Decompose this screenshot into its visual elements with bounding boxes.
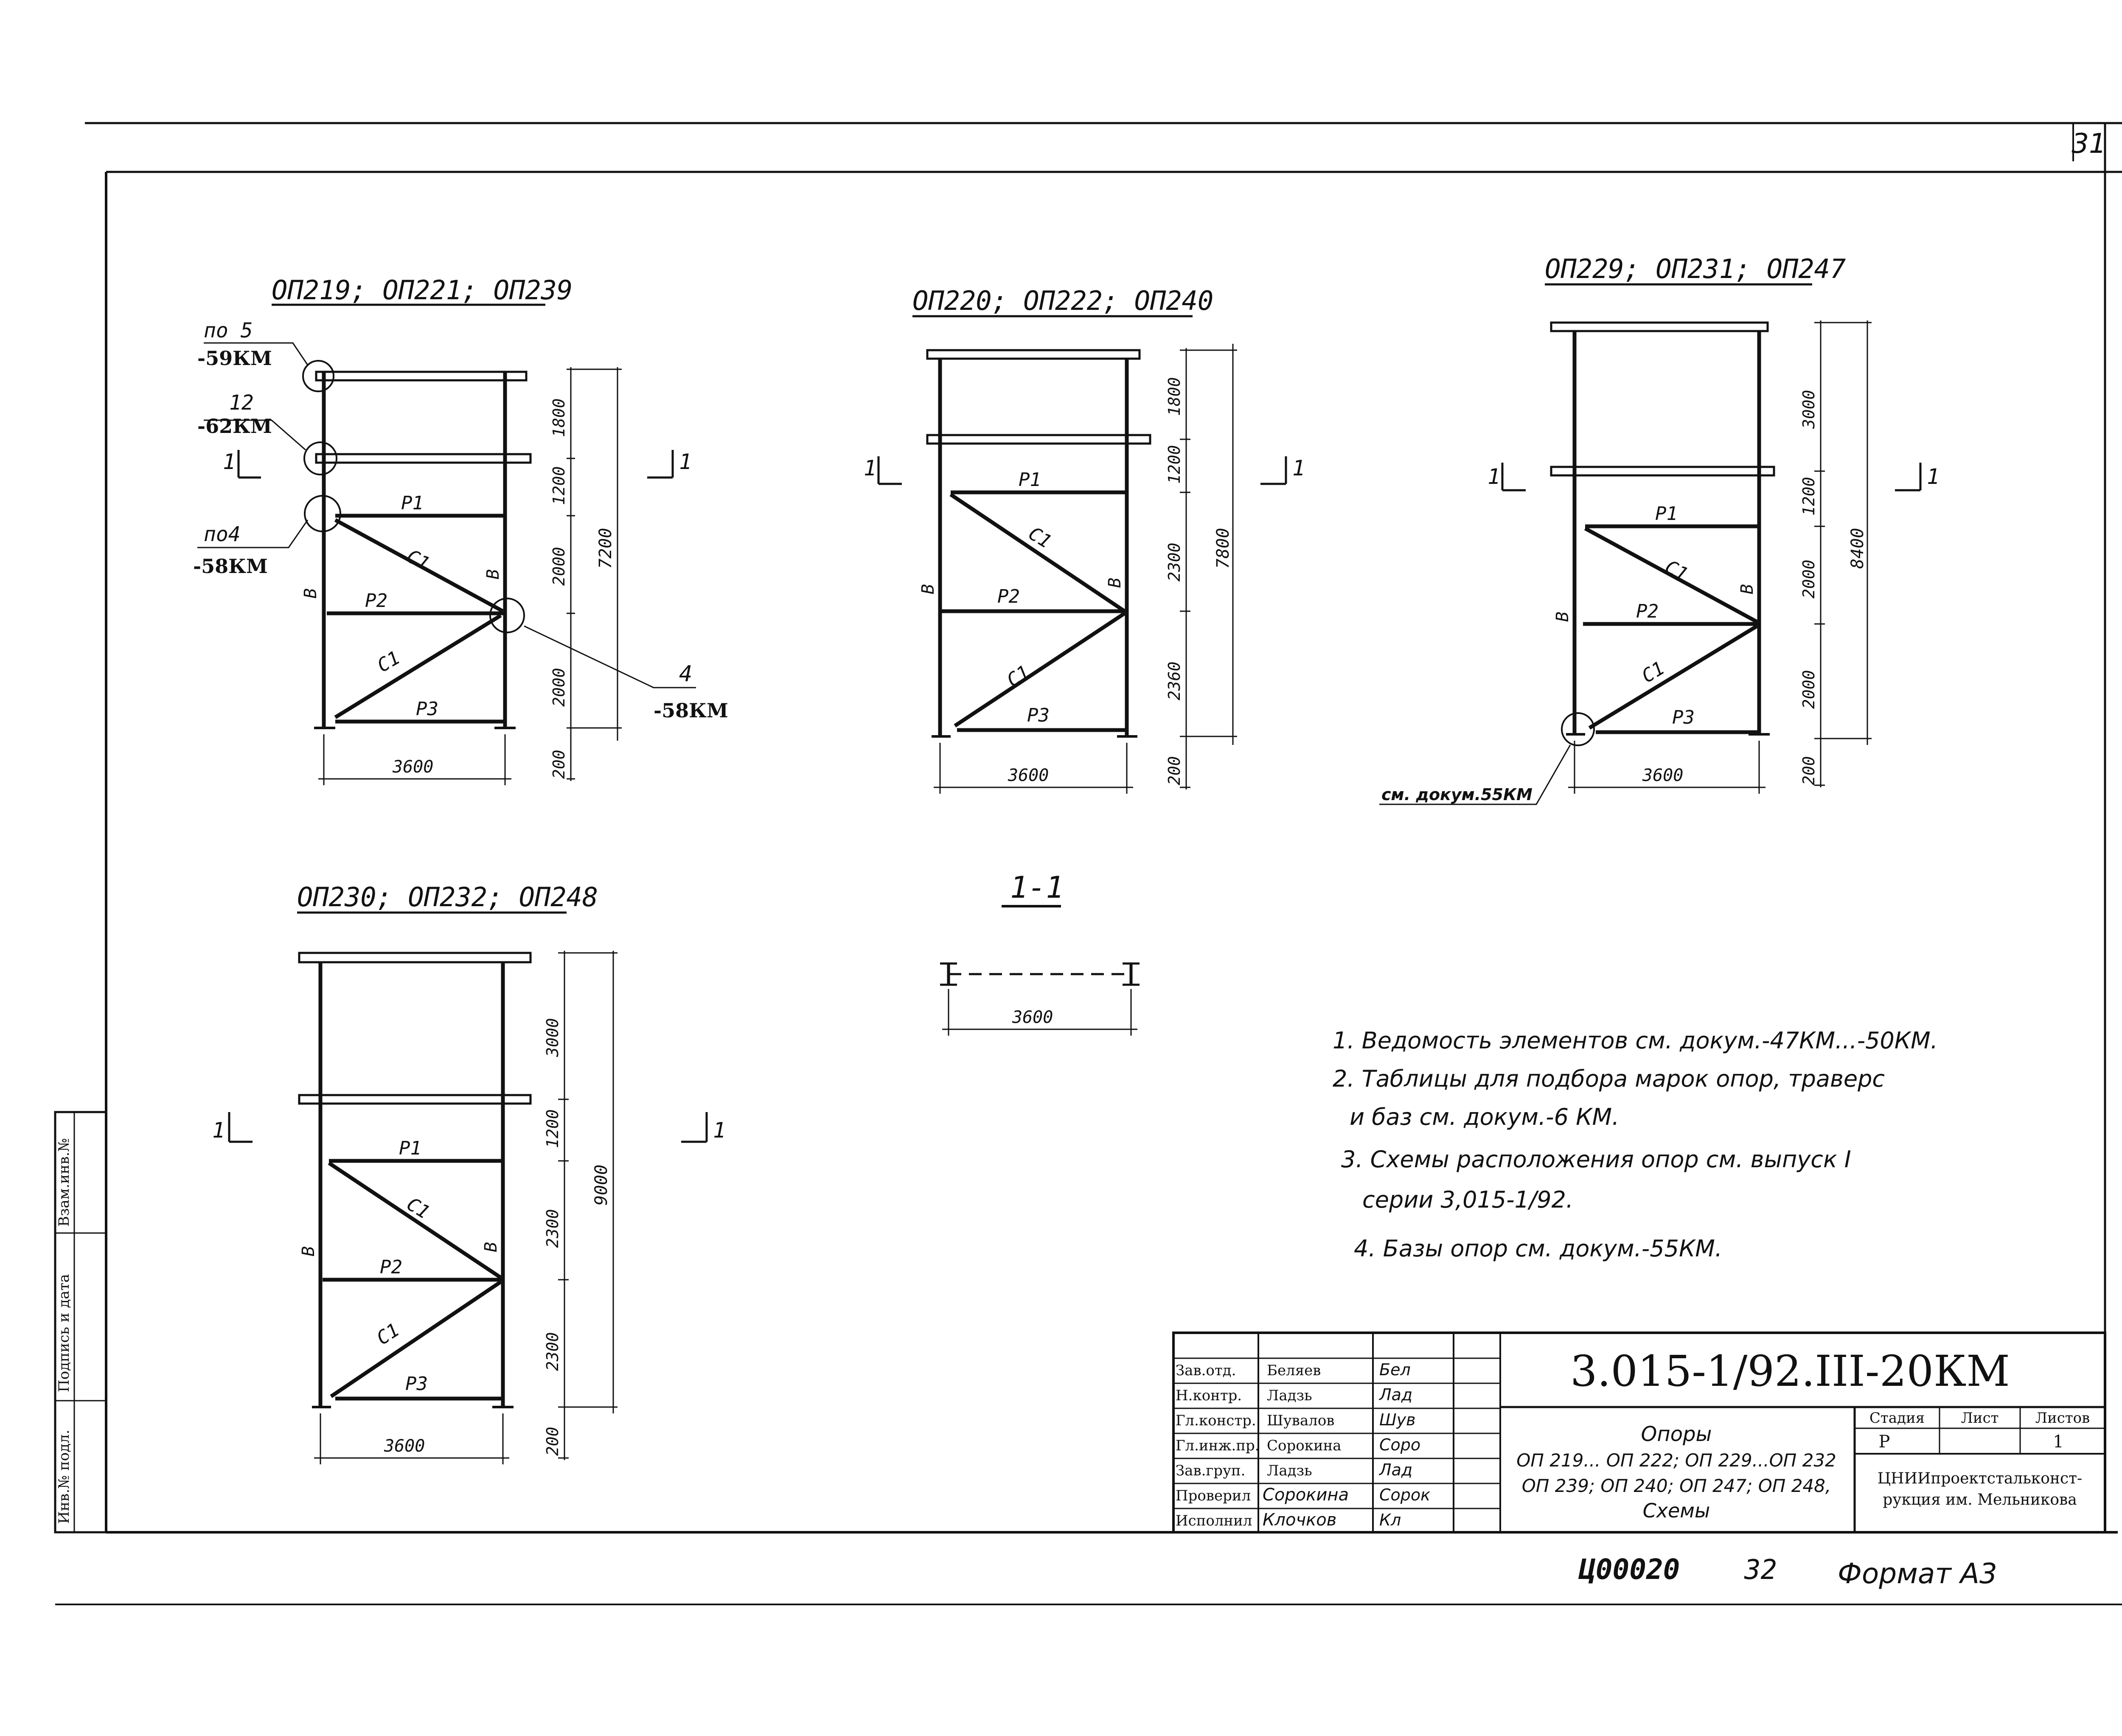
dim-total: 7800 <box>1213 528 1233 569</box>
note-2: 2. Таблицы для подбора марок опор, траверс <box>1333 1065 1885 1092</box>
callout-ref: по 5 <box>204 319 253 343</box>
dim-5: 200 <box>1165 756 1184 785</box>
copy-number: 32 <box>1744 1554 1777 1586</box>
dim-width: 3600 <box>393 757 434 777</box>
signature-mark: Шув <box>1379 1410 1416 1429</box>
dim-1: 1800 <box>550 398 568 437</box>
signature-row <box>1176 1360 1411 1379</box>
callout-ref: по4 <box>204 522 241 546</box>
label-p1: Р1 <box>399 1138 421 1159</box>
diagram-op230 <box>212 882 726 1464</box>
label-post: В <box>481 1242 501 1252</box>
diagram-op229 <box>1379 253 1940 804</box>
signature-name: Ладзь <box>1267 1387 1312 1404</box>
dim-4: 2000 <box>550 668 568 707</box>
signature-role: Проверил <box>1176 1487 1251 1504</box>
label-c1: С1 <box>1003 661 1034 692</box>
sheets-header: Листов <box>2035 1410 2090 1427</box>
label-post: В <box>483 569 503 579</box>
signature-role: Н.контр. <box>1176 1387 1242 1404</box>
dim-4: 2000 <box>1799 670 1818 709</box>
signature-role: Зав.груп. <box>1176 1462 1246 1479</box>
section-mark-left: 1 <box>864 456 877 480</box>
traverse-middle <box>316 454 530 463</box>
note-3: 3. Схемы расположения опор см. выпуск I <box>1341 1146 1851 1173</box>
signature-role: Гл.инж.пр. <box>1176 1437 1260 1454</box>
section-mark-right: 1 <box>679 449 692 474</box>
callout-ref: 4 <box>679 661 693 687</box>
diagram-op219 <box>193 275 728 785</box>
label-c1: С1 <box>1025 522 1055 553</box>
label-c1: С1 <box>403 545 433 575</box>
dim-width: 3600 <box>384 1436 425 1456</box>
label-c1: С1 <box>373 1319 404 1350</box>
diagram-title: ОП229; ОП231; ОП247 <box>1545 253 1846 284</box>
note-3-cont: серии 3,015-1/92. <box>1362 1186 1574 1213</box>
signature-mark: Лад <box>1379 1385 1413 1404</box>
label-p3: Р3 <box>1672 707 1695 728</box>
signature-row <box>1176 1385 1412 1404</box>
dim-2: 1200 <box>1165 445 1184 484</box>
label-post: В <box>1553 611 1572 622</box>
signature-mark: Бел <box>1379 1360 1411 1379</box>
section-mark-left: 1 <box>223 449 236 474</box>
dim-5: 200 <box>543 1427 562 1456</box>
sheet-header: Лист <box>1961 1410 1999 1427</box>
inventory-number: Ц00020 <box>1579 1553 1680 1586</box>
callout-doc: -58КМ <box>654 699 728 722</box>
dim-2: 1200 <box>550 466 568 505</box>
signature-name: Шувалов <box>1267 1412 1335 1429</box>
dim-width: 3600 <box>1008 766 1049 785</box>
label-p3: Р3 <box>1027 705 1050 726</box>
traverse-top <box>316 372 526 380</box>
dim-5: 200 <box>550 750 568 779</box>
title-code: 3.015-1/92.III-20КМ <box>1570 1346 2010 1396</box>
organization-line1: ЦНИИпроектстальконст- <box>1877 1470 2083 1487</box>
dim-4: 2360 <box>1165 661 1184 700</box>
brace-upper <box>951 494 1125 611</box>
signature-row <box>1176 1461 1412 1479</box>
side-stamp-signature: Подпись и дата <box>56 1274 73 1392</box>
signature-mark: Соро <box>1379 1435 1421 1454</box>
diagram-title: ОП230; ОП232; ОП248 <box>297 882 598 913</box>
label-p1: Р1 <box>1655 503 1678 525</box>
label-p2: Р2 <box>380 1256 402 1278</box>
signature-role: Гл.констр. <box>1176 1412 1256 1429</box>
callout-text: см. докум.55КМ <box>1381 785 1533 804</box>
note-1: 1. Ведомость элементов см. докум.-47КМ...-50КМ. <box>1333 1027 1938 1054</box>
callout-doc: -62КМ <box>197 415 272 438</box>
label-p1: Р1 <box>1019 469 1041 491</box>
diagram-op220 <box>864 285 1305 794</box>
label-c1: С1 <box>1661 556 1692 586</box>
dim-1: 1800 <box>1165 377 1184 416</box>
note-4: 4. Базы опор см. докум.-55КМ. <box>1354 1235 1723 1262</box>
signature-row <box>1176 1435 1420 1454</box>
traverse-middle <box>299 1095 530 1104</box>
callout-doc: -58КМ <box>193 555 268 578</box>
section-mark-right: 1 <box>1927 464 1940 489</box>
label-p2: Р2 <box>1636 601 1659 622</box>
dim-1: 3000 <box>543 1018 562 1057</box>
diagram-title: ОП220; ОП222; ОП240 <box>912 285 1214 316</box>
traverse-middle <box>1551 467 1774 475</box>
side-stamp-replaced: Взам.инв.№ <box>56 1138 73 1227</box>
label-post: В <box>918 584 938 594</box>
signature-row <box>1176 1410 1416 1429</box>
section-mark-left: 1 <box>1488 464 1501 489</box>
label-p3: Р3 <box>405 1373 428 1395</box>
signature-name: Ладзь <box>1267 1462 1312 1479</box>
diagram-title: ОП219; ОП221; ОП239 <box>272 275 573 306</box>
section-mark-right: 1 <box>713 1118 726 1143</box>
callout-circle <box>1562 713 1594 745</box>
label-post: В <box>301 588 320 598</box>
page-number: 31 <box>2071 128 2106 160</box>
signature-mark: Сорок <box>1379 1486 1431 1504</box>
signature-name: Беляев <box>1267 1362 1321 1379</box>
traverse-top <box>1551 323 1768 331</box>
side-stamp <box>55 1112 106 1532</box>
description-line3: Схемы <box>1642 1499 1710 1522</box>
label-p2: Р2 <box>365 590 387 612</box>
dim-2: 1200 <box>543 1109 562 1148</box>
section-mark-left: 1 <box>212 1118 225 1143</box>
signature-role: Зав.отд. <box>1176 1362 1236 1379</box>
signature-mark: Кл <box>1379 1511 1401 1529</box>
dim-1: 3000 <box>1799 390 1818 429</box>
callout-doc: -59КМ <box>197 347 272 370</box>
label-p1: Р1 <box>401 492 424 514</box>
dim-3: 2000 <box>1799 559 1818 598</box>
label-post: В <box>1105 577 1125 588</box>
dim-4: 2300 <box>543 1332 562 1371</box>
dim-total: 7200 <box>596 528 615 569</box>
label-p3: Р3 <box>416 698 438 720</box>
traverse-middle <box>927 435 1150 444</box>
description-line1: ОП 219... ОП 222; ОП 229...ОП 232 <box>1516 1450 1836 1471</box>
traverse-top <box>927 350 1140 359</box>
label-post: В <box>299 1246 318 1256</box>
note-2-cont: и баз см. докум.-6 КМ. <box>1350 1104 1620 1130</box>
dim-3: 2300 <box>1165 542 1184 581</box>
description-title: Опоры <box>1641 1422 1712 1446</box>
brace-upper <box>329 1163 501 1278</box>
format-label: Формат А3 <box>1838 1557 1997 1590</box>
description-line2: ОП 239; ОП 240; ОП 247; ОП 248, <box>1521 1475 1831 1496</box>
label-c1: С1 <box>1638 657 1669 688</box>
signature-name: Сорокина <box>1263 1485 1349 1505</box>
callout-circle <box>304 442 337 475</box>
signature-name: Клочков <box>1263 1510 1337 1530</box>
dim-5: 200 <box>1799 756 1818 785</box>
signature-row <box>1176 1510 1401 1530</box>
dim-2: 1200 <box>1799 477 1818 516</box>
side-stamp-inventory: Инв.№ подл. <box>56 1430 73 1524</box>
section-mark-right: 1 <box>1292 456 1305 480</box>
callout-circle <box>490 598 524 632</box>
stage-header: Стадия <box>1869 1410 1925 1427</box>
organization-line2: рукция им. Мельникова <box>1883 1491 2077 1508</box>
signature-mark: Лад <box>1379 1461 1413 1479</box>
title-block <box>1173 1333 2105 1532</box>
section-width: 3600 <box>1012 1008 1053 1027</box>
dim-width: 3600 <box>1642 766 1684 785</box>
section-title: 1-1 <box>1010 870 1064 905</box>
signature-row <box>1176 1485 1430 1505</box>
sheets-value: 1 <box>2053 1432 2064 1452</box>
callout-ref: 12 <box>229 391 254 415</box>
callout-circle <box>303 361 334 391</box>
dim-3: 2000 <box>550 547 568 586</box>
notes <box>1333 1027 1938 1262</box>
stage-value: Р <box>1878 1432 1890 1452</box>
label-c1: С1 <box>403 1193 434 1224</box>
dim-total: 9000 <box>592 1164 611 1205</box>
dim-3: 2300 <box>543 1209 562 1248</box>
signature-role: Исполнил <box>1176 1512 1252 1529</box>
dim-total: 8400 <box>1848 528 1867 569</box>
traverse-top <box>299 953 530 962</box>
label-post: В <box>1737 584 1757 594</box>
signature-name: Сорокина <box>1267 1437 1342 1454</box>
label-p2: Р2 <box>997 586 1020 607</box>
section-1-1 <box>940 870 1140 1036</box>
label-c1: С1 <box>373 646 404 677</box>
